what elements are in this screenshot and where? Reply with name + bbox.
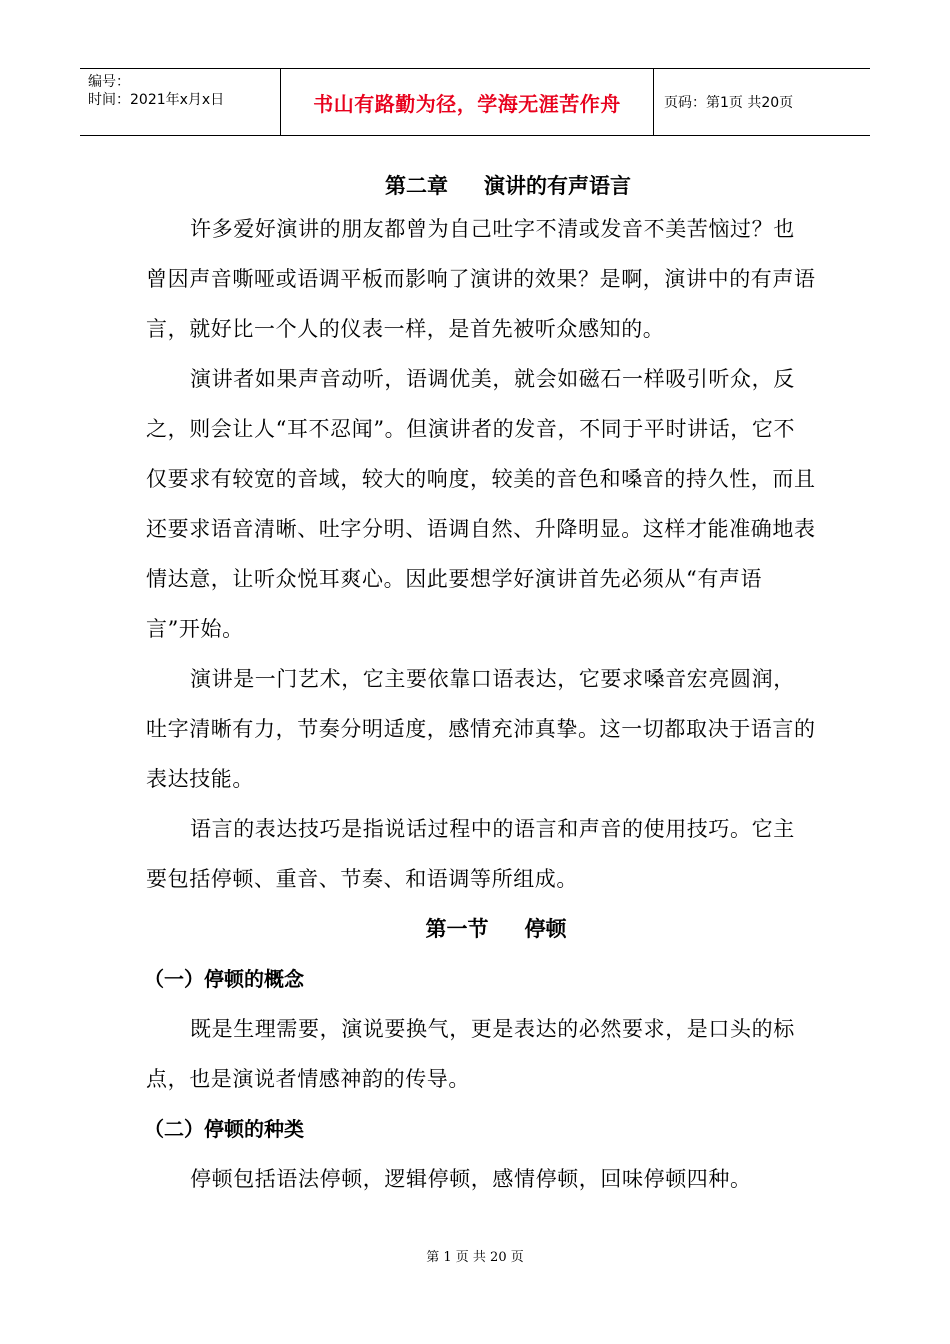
- page-footer: 第 1 页 共 20 页: [426, 1250, 524, 1265]
- chapter-name: 演讲的有声语言: [484, 174, 631, 198]
- header-meta: [80, 69, 280, 135]
- subsection-heading: （二）停顿的种类: [144, 1117, 304, 1141]
- paragraph: 既是生理需要，演说要换气，更是表达的必然要求，是口头的标点，也是演说者情感神韵的传导。: [146, 1017, 795, 1091]
- document-body: [146, 168, 816, 1204]
- document-header: [80, 68, 870, 136]
- section-name: 停顿: [524, 917, 567, 941]
- header-page-info: 页码：第1页 共20页: [664, 95, 794, 111]
- paragraph: 语言的表达技巧是指说话过程中的语言和声音的使用技巧。它主要包括停顿、重音、节奏、和语调等所组成。: [146, 817, 795, 891]
- paragraph: 许多爱好演讲的朋友都曾为自己吐字不清或发音不美苦恼过？也曾因声音嘶哑或语调平板而影响了演讲的效果？是啊，演讲中的有声语言，就好比一个人的仪表一样，是首先被听众感知的。: [146, 217, 816, 341]
- section-title: [176, 904, 816, 954]
- paragraph: 停顿包括语法停顿，逻辑停顿，感情停顿，回味停顿四种。: [190, 1167, 752, 1191]
- section-number: 第一节: [425, 917, 489, 941]
- chapter-number: 第二章: [385, 174, 448, 198]
- time-label: 时间：2021年x月x日: [88, 92, 225, 108]
- paragraph: 演讲是一门艺术，它主要依靠口语表达，它要求嗓音宏亮圆润，吐字清晰有力，节奏分明适度，感情充沛真挚。这一切都取决于语言的表达技能。: [146, 667, 816, 791]
- header-motto: 书山有路勤为径，学海无涯苦作舟: [280, 69, 654, 135]
- chapter-title: [200, 168, 816, 204]
- subsection-heading: （一）停顿的概念: [144, 967, 304, 991]
- paragraph: 演讲者如果声音动听，语调优美，就会如磁石一样吸引听众，反之，则会让人“耳不忍闻”。但演讲者的发音，不同于平时讲话，它不仅要求有较宽的音域，较大的响度，较美的音色和嗓音的持久性，而且还要求语音清晰、吐字分明、语调自然、升降明显。这样才能准确地表情达意，让听众悦耳爽心。因此要想学好演讲首先必须从“有声语言”开始。: [146, 367, 816, 641]
- number-label: 编号：: [88, 74, 130, 90]
